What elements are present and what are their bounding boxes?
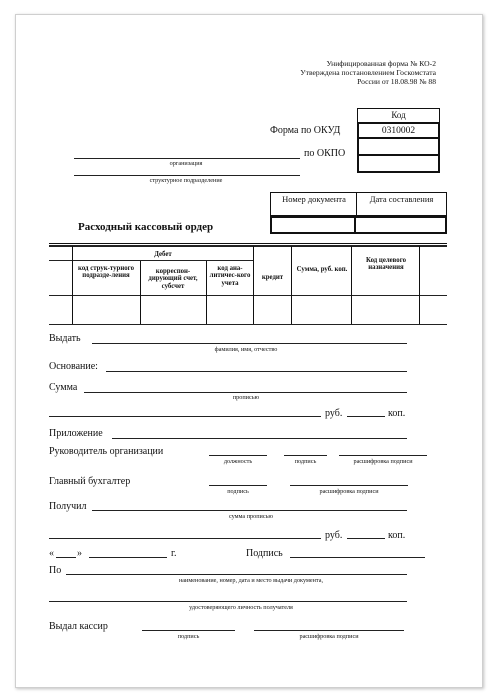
ledger-col-divider-4 [253, 246, 254, 324]
ledger-col-divider-7 [419, 246, 420, 324]
cash-order-form [15, 14, 483, 688]
debit-label: Дебет [154, 251, 172, 258]
head-position-caption: должность [223, 458, 253, 465]
amount-caption: прописью [232, 394, 260, 401]
received-caption: сумма прописью [228, 513, 274, 520]
date-month-line[interactable] [89, 557, 167, 558]
chief-decoding-line[interactable] [290, 485, 408, 486]
head-label: Руководитель организации [49, 446, 164, 457]
chief-signature-caption: подпись [227, 488, 249, 495]
debit-subdivision-code-label: код струк-турного подразде-ления [78, 265, 134, 280]
empty-code-cell [357, 156, 440, 173]
issue-label: Выдать [49, 333, 81, 344]
amount-kop-label: коп. [388, 408, 406, 419]
form-header-line3: России от 18.08.98 № 88 [357, 77, 436, 86]
date-year-label: г. [171, 548, 177, 559]
amount-rub-label: руб. [325, 408, 343, 419]
doc-date-header [356, 192, 447, 216]
head-position-line[interactable] [209, 455, 267, 456]
ledger-col-divider-5 [291, 246, 292, 324]
received-rub-label: руб. [325, 530, 343, 541]
debit-split-rule [49, 260, 253, 261]
doc-number-header [270, 192, 356, 216]
amount-label: Сумма [49, 382, 78, 393]
ledger-header-rule [49, 295, 447, 296]
amount-kop-line[interactable] [347, 416, 385, 417]
doc-date-cell[interactable] [354, 216, 447, 234]
issue-caption: фамилия, имя, отчество [214, 346, 278, 353]
okud-code-cell [357, 122, 440, 139]
okpo-label: по ОКПО [304, 148, 346, 159]
cashier-label: Выдал кассир [49, 621, 108, 632]
purpose-code-label: Код целевого назначения [365, 257, 407, 272]
cashier-signature-caption: подпись [177, 633, 200, 640]
received-line[interactable] [92, 510, 407, 511]
received-kop-label: коп. [388, 530, 406, 541]
id-document-caption: удостоверяющего личность получателя [189, 604, 293, 611]
signature-label: Подпись [246, 548, 283, 559]
head-signature-caption: подпись [294, 458, 317, 465]
chief-accountant-label: Главный бухгалтер [49, 476, 131, 487]
organization-line[interactable] [74, 158, 300, 159]
analytics-code-label: код ана-литичес-кого учета [209, 265, 251, 287]
head-decoding-line[interactable] [339, 455, 427, 456]
attachment-label: Приложение [49, 428, 103, 439]
subdivision-line[interactable] [74, 175, 300, 176]
credit-label: кредит [261, 274, 284, 281]
cashier-decoding-caption: расшифровка подписи [299, 633, 359, 640]
received-kop-line[interactable] [347, 538, 385, 539]
basis-line[interactable] [106, 371, 407, 372]
code-title: Код [391, 110, 406, 120]
doc-date-label: Дата составления [369, 194, 434, 204]
date-quote-close: » [77, 548, 82, 559]
ledger-top-rule [49, 245, 447, 247]
attachment-line[interactable] [112, 438, 407, 439]
doc-number-label: Номер документа [282, 194, 346, 204]
date-day-line[interactable] [56, 557, 76, 558]
cashier-signature-line[interactable] [142, 630, 235, 631]
signature-line[interactable] [290, 557, 425, 558]
form-header-line1: Унифицированная форма № КО-2 [326, 59, 436, 68]
basis-label: Основание: [49, 361, 98, 372]
document-title: Расходный кассовый ордер [78, 221, 214, 233]
received-label: Получил [49, 501, 87, 512]
code-header-cell [357, 108, 440, 122]
form-header-line2: Утверждена постановлением Госкомстата [300, 68, 436, 77]
ledger-bottom-rule [49, 324, 447, 325]
head-decoding-caption: расшифровка подписи [353, 458, 413, 465]
chief-signature-line[interactable] [209, 485, 267, 486]
id-document-line[interactable] [49, 601, 407, 602]
by-document-caption: наименование, номер, дата и место выдачи документа, [178, 577, 324, 584]
doc-number-cell[interactable] [270, 216, 356, 234]
by-document-line[interactable] [66, 574, 407, 575]
date-quote-open: « [49, 548, 54, 559]
amount-line[interactable] [84, 392, 407, 393]
subdivision-caption: структурное подразделение [149, 177, 223, 184]
amount-line-2[interactable] [49, 416, 321, 417]
sum-label: Сумма, руб. коп. [296, 266, 348, 273]
head-signature-line[interactable] [284, 455, 327, 456]
okpo-code-cell [357, 139, 440, 156]
cashier-decoding-line[interactable] [254, 630, 404, 631]
chief-decoding-caption: расшифровка подписи [319, 488, 379, 495]
okud-code-value: 0310002 [381, 126, 416, 136]
correspondent-account-label: корреспон-дирующий счет, субсчет [148, 268, 198, 290]
received-line-2[interactable] [49, 538, 321, 539]
organization-caption: организация [169, 160, 203, 167]
ledger-col-divider-6 [351, 246, 352, 324]
okud-label: Форма по ОКУД [270, 125, 341, 136]
by-document-label: По [49, 565, 62, 576]
issue-line[interactable] [92, 343, 407, 344]
